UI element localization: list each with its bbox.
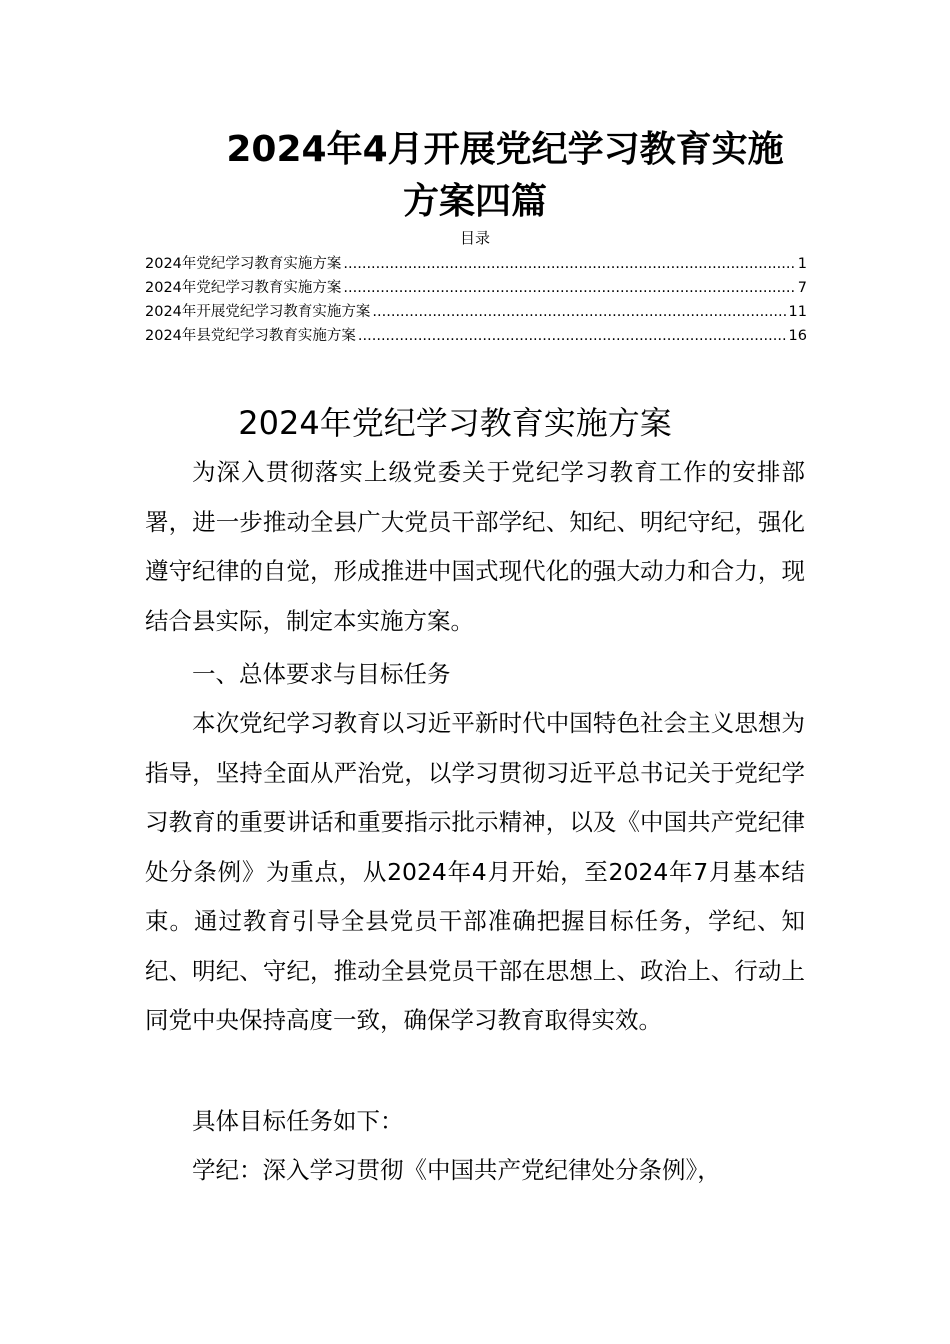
- body-paragraph-1: 本次党纪学习教育以习近平新时代中国特色社会主义思想为指导，坚持全面从严治党，以学习贯彻习近平总书记关于党纪学习教育的重要讲话和重要指示批示精神，以及《中国共产党纪律处分条例》为重点，从2024年4月开始，至2024年7月基本结束。通过教育引导全县党员干部准确把握目标任务，学纪、知纪、明纪、守纪，推动全县党员干部在思想上、政治上、行动上同党中央保持高度一致，确保学习教育取得实效。: [145, 709, 805, 1034]
- toc-item-page: 16: [788, 328, 807, 344]
- toc-item[interactable]: [145, 300, 807, 324]
- section-heading-1: 一、总体要求与目标任务: [192, 660, 451, 688]
- body-paragraph-2: 具体目标任务如下：: [192, 1107, 404, 1135]
- document-title-line-1: 2024年4月开展党纪学习教育实施: [226, 129, 784, 170]
- toc-item-page: 1: [797, 256, 807, 272]
- toc-item-label: 2024年党纪学习教育实施方案: [145, 256, 342, 272]
- toc-item-label: 2024年县党纪学习教育实施方案: [145, 328, 356, 344]
- toc-item-label: 2024年开展党纪学习教育实施方案: [145, 304, 371, 320]
- toc-leader-dots: [343, 276, 795, 300]
- toc-item[interactable]: [145, 252, 807, 276]
- intro-paragraph: 为深入贯彻落实上级党委关于党纪学习教育工作的安排部署，进一步推动全县广大党员干部学纪、知纪、明纪守纪，强化遵守纪律的自觉，形成推进中国式现代化的强大动力和合力，现结合县实际，制定本实施方案。: [145, 458, 805, 635]
- toc-item[interactable]: [145, 324, 807, 348]
- body-paragraph-3: 学纪：深入学习贯彻《中国共产党纪律处分条例》，: [192, 1156, 721, 1184]
- table-of-contents: [145, 252, 807, 348]
- toc-item-page: 11: [788, 304, 807, 320]
- document-title-line-2: 方案四篇: [402, 181, 547, 222]
- toc-heading: 目录: [459, 229, 490, 247]
- section-title: 2024年党纪学习教育实施方案: [238, 404, 672, 442]
- toc-leader-dots: [343, 252, 795, 276]
- toc-item-page: 7: [797, 280, 807, 296]
- toc-leader-dots: [358, 324, 787, 348]
- toc-item[interactable]: [145, 276, 807, 300]
- toc-leader-dots: [372, 300, 786, 324]
- toc-item-label: 2024年党纪学习教育实施方案: [145, 280, 342, 296]
